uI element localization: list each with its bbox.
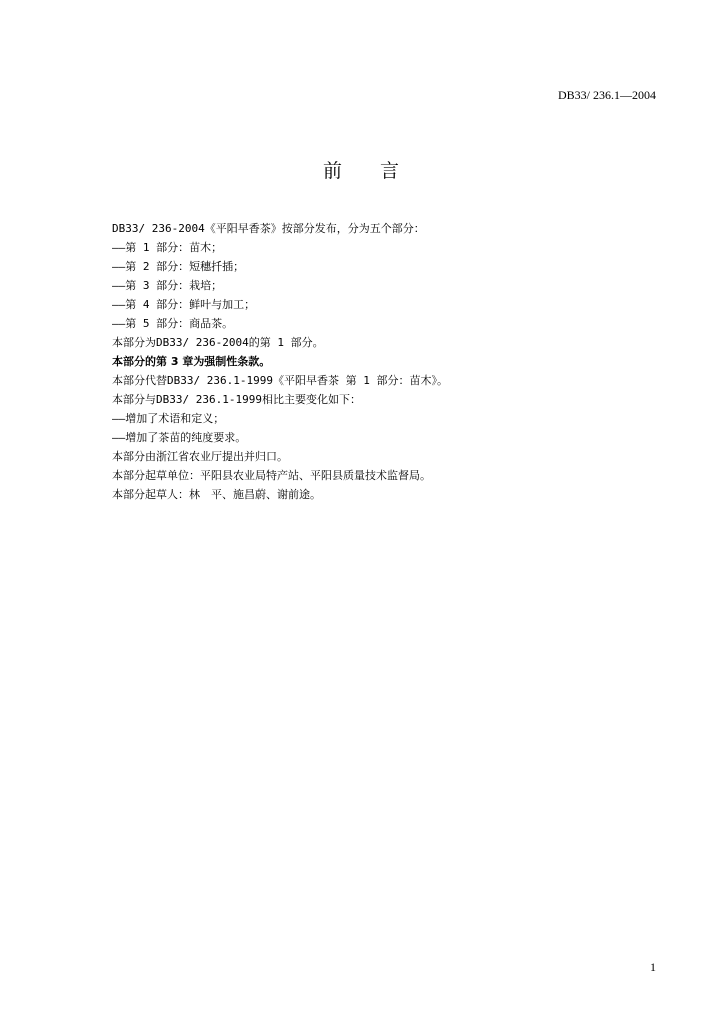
body-line-replaces: 本部分代替DB33/ 236.1-1999《平阳早香茶 第 1 部分：苗木》。 <box>112 374 448 387</box>
body-line-mandatory-clause: 本部分的第 3 章为强制性条款。 <box>112 355 271 368</box>
body-line-intro: DB33/ 236-2004《平阳早香茶》按部分发布，分为五个部分： <box>112 222 425 235</box>
page-title <box>0 156 724 183</box>
foreword-body <box>112 219 652 504</box>
body-line-proposed-by: 本部分由浙江省农业厅提出并归口。 <box>112 450 288 463</box>
body-line-part-1: ——第 1 部分：苗木； <box>112 241 223 254</box>
body-line-this-part: 本部分为DB33/ 236-2004的第 1 部分。 <box>112 336 324 349</box>
title-char-1: 前 <box>322 160 344 182</box>
body-line-part-3: ——第 3 部分：栽培； <box>112 279 223 292</box>
body-line-changes: 本部分与DB33/ 236.1-1999相比主要变化如下： <box>112 393 361 406</box>
body-line-part-4: ——第 4 部分：鲜叶与加工； <box>112 298 256 311</box>
body-line-drafters: 本部分起草人：林 平、施昌蔚、谢前途。 <box>112 488 321 501</box>
page-number: 1 <box>650 960 656 974</box>
document-code: DB33/ 236.1—2004 <box>557 88 656 102</box>
title-char-2: 言 <box>380 160 402 182</box>
body-line-drafting-units: 本部分起草单位：平阳县农业局特产站、平阳县质量技术监督局。 <box>112 469 431 482</box>
body-line-change-1: ——增加了术语和定义； <box>112 412 225 425</box>
body-line-part-2: ——第 2 部分：短穗扦插； <box>112 260 245 273</box>
body-line-part-5: ——第 5 部分：商品茶。 <box>112 317 234 330</box>
body-line-change-2: ——增加了茶苗的纯度要求。 <box>112 431 247 444</box>
